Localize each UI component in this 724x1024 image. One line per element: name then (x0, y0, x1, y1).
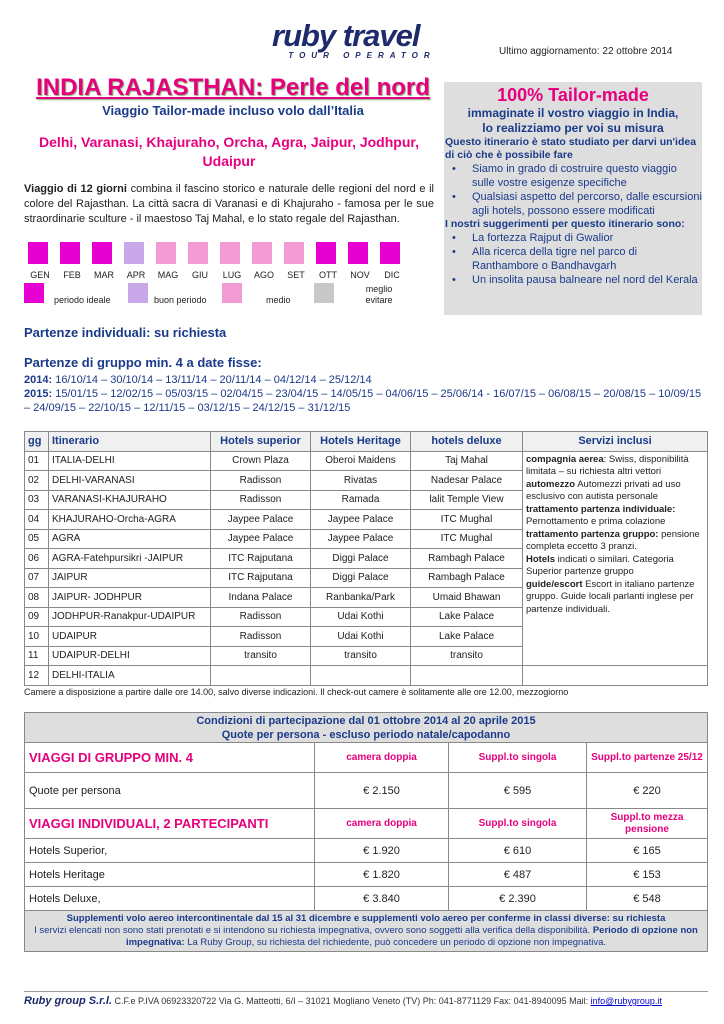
month-bar-mar (88, 242, 120, 264)
last-update: Ultimo aggiornamento: 22 ottobre 2014 (499, 46, 673, 57)
itinerary-row (25, 451, 708, 471)
day-cell: 08 (25, 588, 49, 608)
itinerary-table (24, 431, 708, 686)
day-cell: 03 (25, 490, 49, 510)
superior-hotel: transito (211, 646, 311, 666)
superior-hotel: ITC Rajputana (211, 549, 311, 569)
legend-label-good: buon periodo (154, 295, 207, 305)
deluxe-hotel: Rambagh Palace (411, 549, 523, 569)
month-label: MAG (157, 270, 179, 280)
heritage-hotel: Ranbanka/Park (311, 588, 411, 608)
grp-price-single: € 595 (449, 773, 587, 809)
month-labels (24, 270, 409, 280)
heritage-hotel: Udai Kothi (311, 627, 411, 647)
deluxe-hotel: lalit Temple View (411, 490, 523, 510)
superior-hotel (211, 666, 311, 686)
month-label: GIU (191, 270, 208, 280)
route-cell: ITALIA-DELHI (49, 451, 211, 471)
itinerary-row (25, 666, 708, 686)
month-label: NOV (350, 270, 370, 280)
dates-2014 (24, 373, 704, 387)
ind-price: € 165 (587, 839, 708, 863)
tailor-points (444, 162, 702, 218)
month-bar-giu (184, 242, 216, 264)
suggestions-lead: I nostri suggerimenti per questo itinerario sono: (445, 218, 685, 230)
month-bar-nov (344, 242, 376, 264)
heritage-hotel: Diggi Palace (311, 549, 411, 569)
year-2015: 2015: (24, 388, 53, 400)
grp-row-label: Quote per persona (25, 773, 315, 809)
superior-hotel: ITC Rajputana (211, 568, 311, 588)
deluxe-hotel: Taj Mahal (411, 451, 523, 471)
route-cell: UDAIPUR (49, 627, 211, 647)
ind-row-label: Hotels Heritage (25, 863, 315, 887)
tailor-made-box (444, 82, 702, 315)
grp-col-double: camera doppia (315, 743, 449, 773)
empty-cell (523, 666, 708, 686)
deluxe-hotel: Lake Palace (411, 607, 523, 627)
individual-departures: Partenze individuali: su richiesta (24, 325, 227, 340)
tailor-heading: 100% Tailor-made (497, 85, 649, 105)
legend-swatch-ideal (24, 283, 44, 303)
month-label: GEN (30, 270, 50, 280)
heritage-hotel: Rivatas (311, 471, 411, 491)
service-text: Escort in italiano partenze gruppo. Guide locali parlanti inglese per partenze individuali. (526, 578, 695, 615)
season-swatch (284, 242, 304, 264)
service-text: pensione completa eccetto 3 pranzi. (526, 528, 700, 552)
dates-2014-list: 16/10/14 – 30/10/14 – 13/11/14 – 20/11/14 – 04/12/14 – 25/12/14 (52, 374, 372, 386)
col-superior: Hotels superior (211, 432, 311, 452)
itinerary-header (25, 432, 708, 452)
col-itinerario: Itinerario (49, 432, 211, 452)
suggestions-list (444, 231, 702, 287)
season-calendar (24, 242, 409, 280)
ind-row-label: Hotels Deluxe, (25, 887, 315, 911)
ind-price: € 1.820 (315, 863, 449, 887)
service-label: trattamento partenza individuale: (526, 503, 676, 515)
ind-price: € 2.390 (449, 887, 587, 911)
col-servizi: Servizi inclusi (523, 432, 708, 452)
season-swatch (348, 242, 368, 264)
day-cell: 01 (25, 451, 49, 471)
heritage-hotel: transito (311, 646, 411, 666)
page-subtitle: Viaggio Tailor-made incluso volo dall’Italia (102, 103, 364, 118)
suggestion-item: • Un insolita pausa balneare nel nord del Kerala (472, 273, 702, 287)
group-section-title: VIAGGI DI GRUPPO MIN. 4 (25, 743, 315, 773)
ind-price: € 153 (587, 863, 708, 887)
service-text: : Swiss, disponibilità limitata – su richiesta altri vettori (526, 453, 689, 477)
superior-hotel: Jaypee Palace (211, 510, 311, 530)
tailor-point: • Qualsiasi aspetto del percorso, dalle escursioni agli hotels, possono essere modificati (472, 190, 702, 218)
conditions-header (25, 713, 708, 743)
season-swatch (124, 242, 144, 264)
month-bar-mag (152, 242, 184, 264)
service-text: Automezzi privati ad uso esclusivo con autista personale (526, 478, 681, 502)
year-2014: 2014: (24, 374, 53, 386)
tailor-sub2: lo realizziamo per voi su misura (482, 121, 664, 135)
service-text: Pernottamento e prima colazione (526, 516, 666, 527)
heritage-hotel: Ramada (311, 490, 411, 510)
service-label: trattamento partenza gruppo: (526, 528, 659, 540)
legend-label-avoid: meglio evitare (365, 284, 393, 305)
season-swatch (156, 242, 176, 264)
day-cell: 10 (25, 627, 49, 647)
season-swatch (188, 242, 208, 264)
footer-email-link[interactable]: info@rubygroup.it (590, 996, 662, 1006)
ind-price: € 548 (587, 887, 708, 911)
grp-price-double: € 2.150 (315, 773, 449, 809)
heritage-hotel: Jaypee Palace (311, 510, 411, 530)
ind-col-halfboard: Suppl.to mezza pensione (587, 809, 708, 839)
suggestion-item: • Alla ricerca della tigre nel parco di Ranthambore o Bandhavgarh (472, 245, 702, 273)
superior-hotel: Jaypee Palace (211, 529, 311, 549)
superior-hotel: Radisson (211, 627, 311, 647)
flight-supplements-note: Supplementi volo aereo intercontinentale dal 15 al 31 dicembre e supplementi volo aereo per conferme in classi diverse: su richiesta (66, 913, 666, 924)
month-label: SET (287, 270, 305, 280)
included-services (523, 451, 708, 666)
superior-hotel: Crown Plaza (211, 451, 311, 471)
individual-section-title: VIAGGI INDIVIDUALI, 2 PARTECIPANTI (25, 809, 315, 839)
month-bar-set (280, 242, 312, 264)
superior-hotel: Indana Palace (211, 588, 311, 608)
page-footer (24, 991, 708, 1007)
route-cell: KHAJURAHO-Orcha-AGRA (49, 510, 211, 530)
month-label: AGO (253, 270, 274, 280)
ind-col-single: Suppl.to singola (449, 809, 587, 839)
legend-label-ideal: periodo ideale (54, 295, 111, 305)
group-departures: Partenze di gruppo min. 4 a date fisse: (24, 355, 262, 370)
route-cell: JODHPUR-Ranakpur-UDAIPUR (49, 607, 211, 627)
service-label: automezzo (526, 478, 576, 490)
route-cell: DELHI-ITALIA (49, 666, 211, 686)
ind-price: € 487 (449, 863, 587, 887)
grp-col-xmas: Suppl.to partenze 25/12 (587, 743, 708, 773)
tailor-sub1: immaginate il vostro viaggio in India, (467, 106, 679, 120)
legend-swatch-good (128, 283, 148, 303)
intro-paragraph (24, 182, 434, 227)
dates-2015-list: 15/01/15 – 12/02/15 – 05/03/15 – 02/04/15 – 23/04/15 – 14/05/15 – 04/06/15 – 25/06/14 - 16/07/15 – 06/08/15 – 20/08/15 – 10/09/15 – 24/09/15 – 22/10/15 – 12/11/15 – 03/12/15 – 24/12/15 – 31/12/15 (24, 388, 702, 414)
deluxe-hotel: ITC Mughal (411, 510, 523, 530)
superior-hotel: Radisson (211, 471, 311, 491)
col-gg: gg (25, 432, 49, 452)
legend-swatch-avoid (314, 283, 334, 303)
season-swatch (220, 242, 240, 264)
heritage-hotel (311, 666, 411, 686)
ind-col-double: camera doppia (315, 809, 449, 839)
day-cell: 04 (25, 510, 49, 530)
month-bar-feb (56, 242, 88, 264)
intro-bold: Viaggio di 12 giorni (24, 183, 127, 195)
departure-dates (24, 373, 704, 415)
intro-text: combina il fascino storico e naturale delle regioni del nord e il colore del Rajasthan. La città sacra di Varanasi e di Khajuraho - famosa per le sue straordinarie sculture - il maestoso Taj Mahal, e lo stato regale del Rajasthan. (24, 183, 434, 225)
route-cell: DELHI-VARANASI (49, 471, 211, 491)
heritage-hotel: Diggi Palace (311, 568, 411, 588)
option-period-label: Periodo di opzione non impegnativa: (125, 925, 698, 948)
month-bar-apr (120, 242, 152, 264)
page-title: INDIA RAJASTHAN: Perle del nord (36, 74, 430, 101)
heritage-hotel: Jaypee Palace (311, 529, 411, 549)
season-swatch (92, 242, 112, 264)
month-label: APR (126, 270, 146, 280)
conditions-title: Condizioni di partecipazione dal 01 ottobre 2014 al 20 aprile 2015 (196, 714, 536, 727)
tailor-point: • Siamo in grado di costruire questo viaggio sulle vostre esigenze specifiche (472, 162, 702, 190)
month-bar-ott (312, 242, 344, 264)
col-heritage: Hotels Heritage (311, 432, 411, 452)
season-swatch (60, 242, 80, 264)
ind-price: € 1.920 (315, 839, 449, 863)
season-bars (24, 242, 409, 264)
deluxe-hotel: Umaid Bhawan (411, 588, 523, 608)
month-label: DIC (384, 270, 400, 280)
footer-company: Ruby group S.r.l. (24, 995, 113, 1007)
dates-2015 (24, 387, 704, 415)
col-deluxe: hotels deluxe (411, 432, 523, 452)
route-cell: JAIPUR- JODHPUR (49, 588, 211, 608)
season-swatch (252, 242, 272, 264)
route-cell: JAIPUR (49, 568, 211, 588)
day-cell: 06 (25, 549, 49, 569)
month-bar-gen (24, 242, 56, 264)
deluxe-hotel: Rambagh Palace (411, 568, 523, 588)
superior-hotel: Radisson (211, 607, 311, 627)
deluxe-hotel: ITC Mughal (411, 529, 523, 549)
route-cell: AGRA-Fatehpursikri -JAIPUR (49, 549, 211, 569)
cities-list: Delhi, Varanasi, Khajuraho, Orcha, Agra, Jaipur, Jodhpur, Udaipur (39, 134, 419, 169)
month-label: FEB (63, 270, 81, 280)
conditions-subtitle: Quote per persona - escluso periodo natale/capodanno (221, 728, 511, 741)
conditions-table (24, 712, 708, 952)
heritage-hotel: Oberoi Maidens (311, 451, 411, 471)
month-bar-dic (376, 242, 408, 264)
superior-hotel: Radisson (211, 490, 311, 510)
route-cell: UDAIPUR-DELHI (49, 646, 211, 666)
deluxe-hotel (411, 666, 523, 686)
availability-note: I servizi elencati non sono stati prenotati e si intendono su richiesta impegnativa, ovvero sono soggetti alla verifica della disponibilità. (34, 925, 591, 936)
season-swatch (28, 242, 48, 264)
day-cell: 12 (25, 666, 49, 686)
ind-price: € 3.840 (315, 887, 449, 911)
season-swatch (316, 242, 336, 264)
day-cell: 09 (25, 607, 49, 627)
day-cell: 07 (25, 568, 49, 588)
month-bar-lug (216, 242, 248, 264)
deluxe-hotel: transito (411, 646, 523, 666)
ruby-travel-logo (272, 18, 452, 64)
service-label: Hotels (526, 553, 556, 565)
option-period-text: La Ruby Group, su richiesta del richiedente, può concedere un periodo di opzione non impegnativa. (184, 937, 607, 948)
deluxe-hotel: Lake Palace (411, 627, 523, 647)
month-label: OTT (319, 270, 337, 280)
deluxe-hotel: Nadesar Palace (411, 471, 523, 491)
footer-info: C.F.e P.IVA 06923320722 Via G. Matteotti, 6/I – 31021 Mogliano Veneto (TV) Ph: 041-8771129 Fax: 041-8940095 Mail: (112, 996, 591, 1006)
service-text: indicati o similari. Categoria Superior partenze gruppo (526, 553, 674, 577)
service-label: guide/escort (526, 578, 583, 590)
month-bar-ago (248, 242, 280, 264)
ind-price: € 610 (449, 839, 587, 863)
service-label: compagnia aerea (526, 453, 604, 465)
route-cell: VARANASI-KHAJURAHO (49, 490, 211, 510)
legend-label-medium: medio (266, 295, 291, 305)
month-label: MAR (94, 270, 114, 280)
conditions-footnote (25, 911, 708, 952)
logo-tagline: TOUR OPERATOR (288, 51, 436, 60)
ind-row-label: Hotels Superior, (25, 839, 315, 863)
rooms-note: Camere a disposizione a partire dalle ore 14.00, salvo diverse indicazioni. Il check-out camere è solitamente alle ore 12.00, mezzogiorno (24, 687, 569, 697)
day-cell: 02 (25, 471, 49, 491)
grp-col-single: Suppl.to singola (449, 743, 587, 773)
season-legend (24, 283, 414, 305)
suggestion-item: • La fortezza Rajput di Gwalior (472, 231, 702, 245)
route-cell: AGRA (49, 529, 211, 549)
tailor-lead: Questo itinerario è stato studiato per darvi un'idea di ciò che è possibile fare (445, 136, 697, 161)
season-swatch (380, 242, 400, 264)
day-cell: 05 (25, 529, 49, 549)
month-label: LUG (222, 270, 242, 280)
legend-swatch-medium (222, 283, 242, 303)
logo-wordmark: ruby travel (272, 18, 420, 53)
heritage-hotel: Udai Kothi (311, 607, 411, 627)
grp-price-xmas: € 220 (587, 773, 708, 809)
day-cell: 11 (25, 646, 49, 666)
